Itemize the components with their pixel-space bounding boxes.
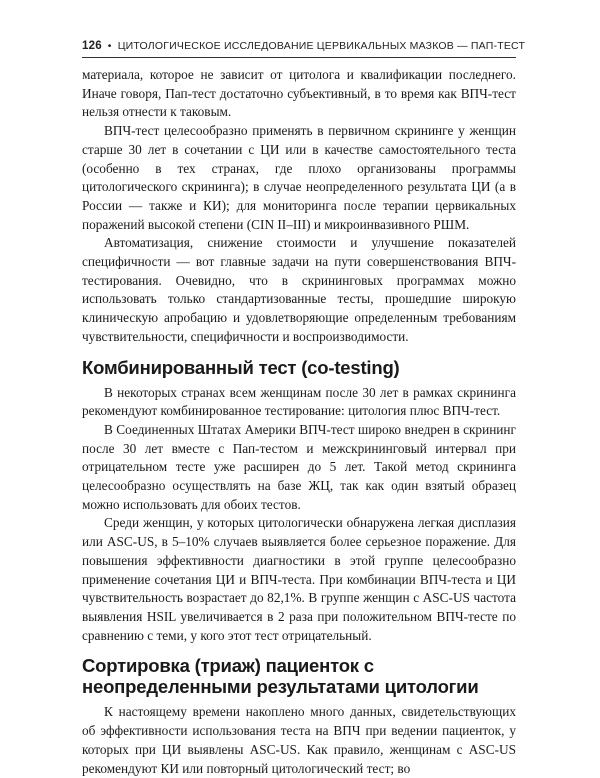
section-heading-triage: Сортировка (триаж) пациенток с неопределенными результатами цитологии [82,655,479,698]
page-body [82,66,516,778]
section-heading-cotesting: Комбинированный тест (co-testing) [82,356,400,378]
running-head [82,40,526,52]
page-number: 126 [82,40,102,52]
paragraph-cotesting-1: В некоторых странах всем женщинам после 30 лет в рамках скрининга рекомендуют комбинированное тестирование: цитология плюс ВПЧ-тест. [82,384,516,419]
paragraph-triage-1: К настоящему времени накоплено много данных, свидетельствующих об эффективности использования теста на ВПЧ при ведении пациенток, у которых при ЦИ выявлены ASC-US. Как правило, женщинам с ASC-US рекомендуют КИ или повторный цитологический тест; во [82,704,516,776]
paragraph-cotesting-3: Среди женщин, у которых цитологически обнаружена легкая дисплазия или ASC-US, в 5–10% случаев выявляется более серьезное поражение. Для повышения эффективности диагностики в этой группе целесообразно применение сочетания ЦИ и ВПЧ-теста. При комбинации ВПЧ-теста и ЦИ чувствительность возрастает до 82,1%. В группе женщин с ASC-US частота выявления HSIL увеличивается в 2 раза при положительном ВПЧ-тесте по сравнению с теми, у кого этот тест отрицательный. [82,515,516,643]
header-bullet: • [107,40,112,52]
paragraph-intro-1: материала, которое не зависит от цитолога и квалификации последнего. Иначе говоря, Пап-тест достаточно субъективный, в то время как ВПЧ-тест нельзя отнести к таковым. [82,67,516,120]
running-title: ЦИТОЛОГИЧЕСКОЕ ИССЛЕДОВАНИЕ ЦЕРВИКАЛЬНЫХ МАЗКОВ — ПАП-ТЕСТ [117,40,526,52]
paragraph-intro-2: ВПЧ-тест целесообразно применять в первичном скрининге у женщин старше 30 лет в сочетании с ЦИ или в качестве самостоятельного теста (особенно в тех странах, где плохо организованы программы цитологического скрининга); в случае неопределенного результата ЦИ (а в России — также и КИ); для мониторинга после терапии цервикальных поражений высокой степени (CIN II–III) и микроинвазивного РШМ. [82,123,516,232]
paragraph-intro-3: Автоматизация, снижение стоимости и улучшение показателей специфичности — вот главные задачи на пути совершенствования ВПЧ-тестирования. Очевидно, что в скрининговых программах можно использовать только стандартизованные тесты, прошедшие широкую клиническую апробацию и удовлетворяющие определенным требованиям чувствительности, специфичности и воспроизводимости. [82,235,516,344]
header-rule [82,57,516,58]
paragraph-cotesting-2: В Соединенных Штатах Америки ВПЧ-тест широко внедрен в скрининг после 30 лет вместе с Пап-тестом и межскрининговый интервал при отрицательном тесте уже расширен до 5 лет. Такой метод скрининга целесообразно осуществлять на базе ЖЦ, так как один взятый образец можно использовать для обоих тестов. [82,421,516,512]
